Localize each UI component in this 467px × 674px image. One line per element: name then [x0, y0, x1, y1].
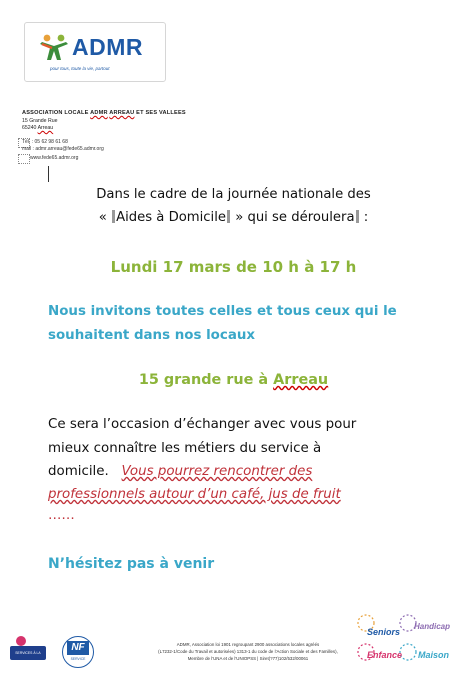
call-to-action: N’hésitez pas à venir [48, 556, 215, 572]
admr-people-icon [38, 32, 70, 64]
invite-line-1: Nous invitons toutes celles et tous ceux qui le [48, 304, 397, 319]
intro-line-2: « Aides à Domicile » qui se déroulera : [98, 210, 369, 225]
association-name: ASSOCIATION LOCALE ADMR ARREAU ET SES VALLEES [22, 110, 186, 116]
footer-legal: ADMR, Association loi 1901 regroupant 2900 associations locales agréés (L7232-1/Code du Travail et autorisées) 1313-1 du code de l’Action Sociale et des Familles), Membre de l’UNA et de l’UNIOPSS | Siret(?77)102/532/00061 [158, 642, 338, 661]
services-a-la-personne-logo: SERVICES À LA PERSONNE [10, 636, 46, 660]
badge-maison: Maison [418, 650, 450, 660]
highlight-marker [227, 210, 230, 223]
logo-text: ADMR [72, 34, 143, 60]
occasion-line-2: mieux connaître les métiers du service à [48, 441, 322, 456]
badge-seniors: Seniors [367, 627, 401, 637]
occasion-line-4: professionnels autour d’un café, jus de fruit [48, 487, 341, 502]
occasion-line-5: …… [48, 508, 75, 523]
email-address[interactable]: mail : admr.arreau@fede65.admr.org [22, 146, 104, 152]
address-street: 15 Grande Rue [22, 118, 58, 124]
nf-service-logo: NF SERVICE [62, 636, 94, 668]
event-address: 15 grande rue à Arreau [138, 372, 329, 388]
event-date: Lundi 17 mars de 10 h à 17 h [110, 258, 357, 276]
web-icon [18, 154, 30, 164]
highlight-marker [356, 210, 359, 223]
badge-enfance: Enfance [367, 650, 403, 660]
badge-handicap: Handicap [414, 622, 451, 631]
address-city: 65240 Arreau [22, 125, 54, 131]
logo-tagline: pour tous, toute la vie, partout [50, 66, 110, 71]
occasion-line-3: domicile. Vous pourrez rencontrer des [48, 464, 313, 479]
invite-line-2: souhaitent dans nos locaux [48, 328, 256, 343]
website[interactable]: www.fede65.admr.org [30, 155, 79, 161]
occasion-line-1: Ce sera l’occasion d’échanger avec vous pour [48, 417, 357, 432]
text-cursor [48, 166, 49, 182]
phone-number: Tél. : 05 62 98 61 68 [22, 139, 68, 145]
intro-line-1: Dans le cadre de la journée nationale des [96, 187, 371, 202]
highlight-marker [112, 210, 115, 223]
